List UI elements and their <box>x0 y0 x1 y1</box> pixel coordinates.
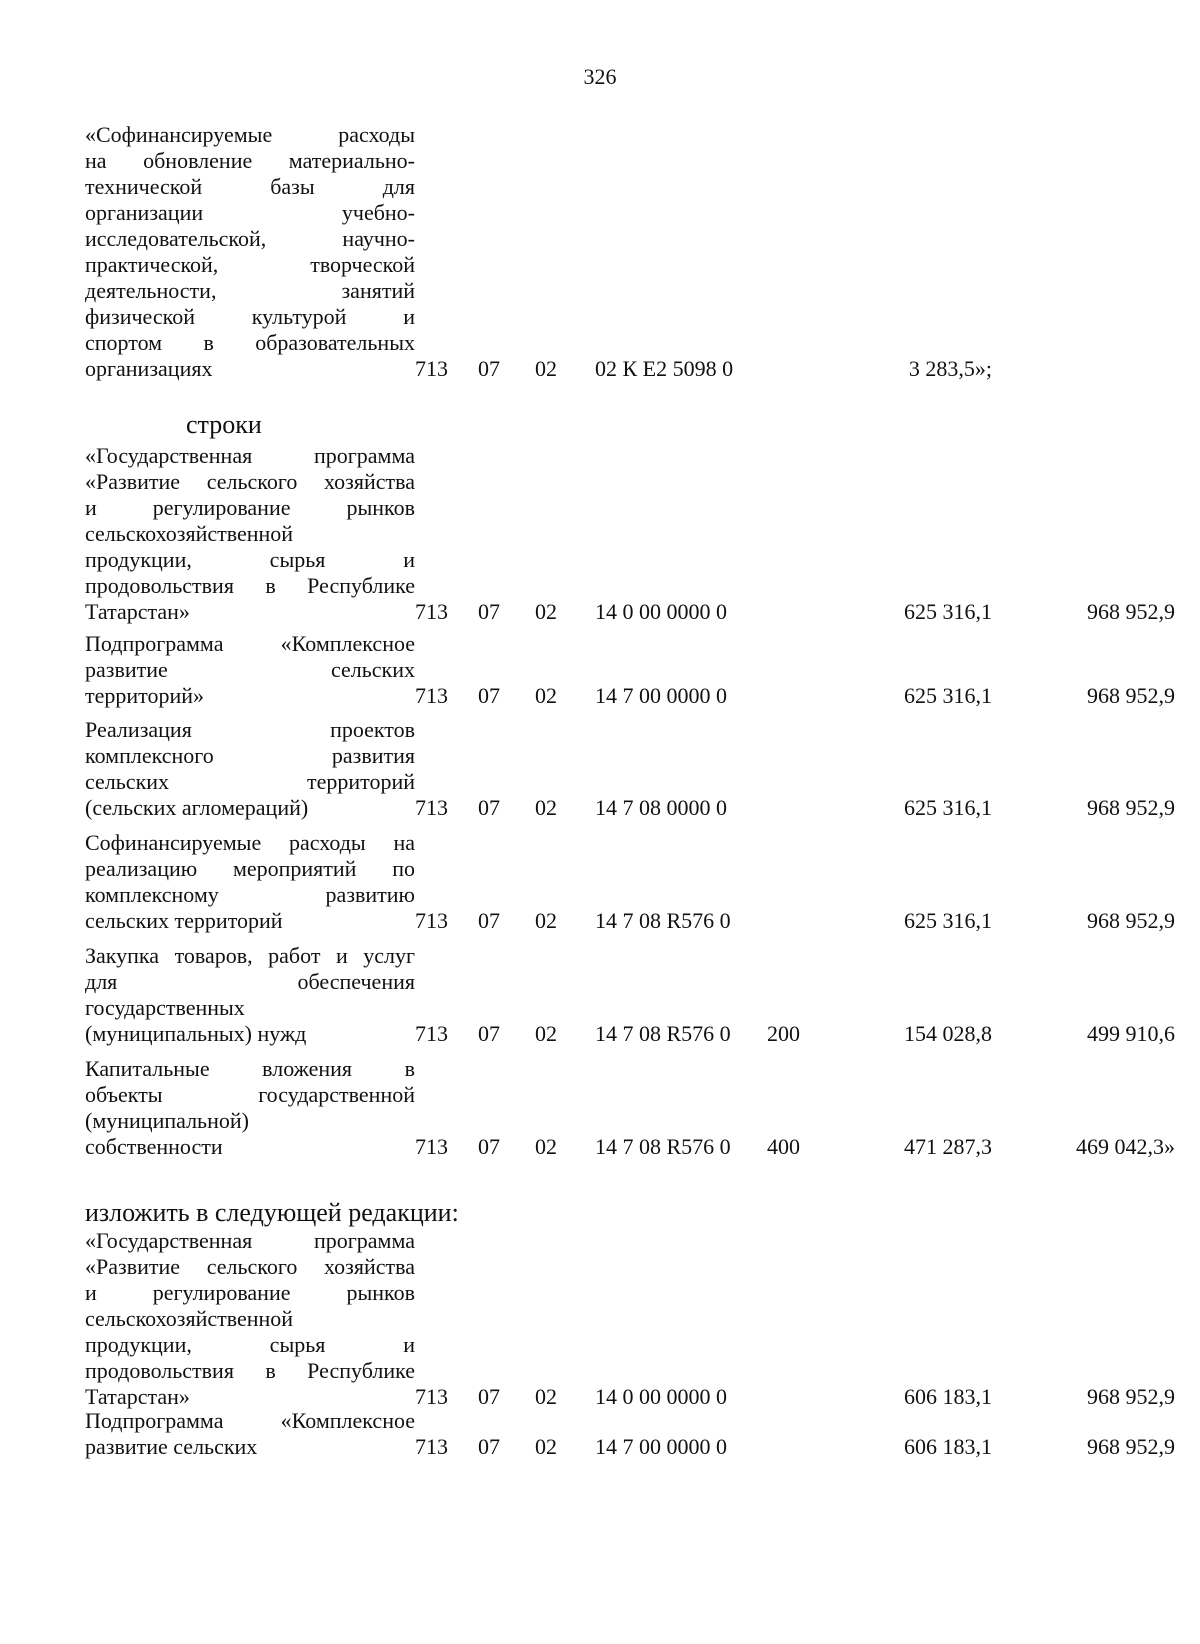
description-line: на обновление материально- <box>85 148 415 173</box>
description-line: «Государственная программа <box>85 443 415 468</box>
budget-row <box>85 943 1175 1047</box>
description-line: практической, творческой <box>85 252 415 277</box>
description-line: (муниципальных) нужд <box>85 1021 307 1046</box>
description-line: деятельности, занятий <box>85 278 415 303</box>
row-description <box>85 122 415 382</box>
row-codes <box>415 795 1175 821</box>
description-line: реализацию мероприятий по <box>85 856 415 881</box>
description-line: продовольствия в Республике <box>85 573 415 598</box>
row-codes <box>415 599 1175 625</box>
description-line: объекты государственной <box>85 1082 415 1107</box>
amount-year-1: 471 287,3 <box>904 1134 992 1159</box>
description-line: и регулирование рынков <box>85 495 415 520</box>
description-line: организации учебно- <box>85 200 415 225</box>
description-line: «Развитие сельского хозяйства <box>85 1254 415 1279</box>
target-article-code: 14 7 00 0000 0 <box>595 1434 727 1459</box>
description-line: продукции, сырья и <box>85 1332 415 1357</box>
amount-year-2: 968 952,9 <box>1087 908 1175 933</box>
description-line: сельских территорий <box>85 769 415 794</box>
section-code: 07 <box>478 1134 500 1159</box>
amount-year-2: 968 952,9 <box>1087 683 1175 708</box>
section-code: 07 <box>478 1021 500 1046</box>
description-line: для обеспечения <box>85 969 415 994</box>
row-codes <box>415 1134 1175 1160</box>
amount-year-2: 499 910,6 <box>1087 1021 1175 1046</box>
target-article-code: 14 7 00 0000 0 <box>595 683 727 708</box>
description-line: Подпрограмма «Комплексное <box>85 1408 415 1433</box>
target-article-code: 02 К Е2 5098 0 <box>595 356 734 381</box>
row-codes <box>415 908 1175 934</box>
description-line: «Софинансируемые расходы <box>85 122 415 147</box>
amount-year-1: 606 183,1 <box>904 1384 992 1409</box>
amount-year-2: 968 952,9 <box>1087 795 1175 820</box>
subsection-code: 02 <box>535 683 557 708</box>
description-line: развитие сельских <box>85 1434 258 1459</box>
section-code: 07 <box>478 599 500 624</box>
target-article-code: 14 7 08 0000 0 <box>595 795 727 820</box>
heading-replace: изложить в следующей редакции: <box>85 1198 459 1227</box>
budget-row <box>85 1228 1175 1410</box>
budget-row <box>85 122 1175 382</box>
budget-row <box>85 631 1175 709</box>
row-codes <box>415 356 1175 382</box>
expense-type-code: 200 <box>767 1021 800 1046</box>
description-line: Подпрограмма «Комплексное <box>85 631 415 656</box>
row-description <box>85 943 415 1047</box>
ministry-code: 713 <box>415 356 448 381</box>
section-code: 07 <box>478 1384 500 1409</box>
row-codes <box>415 683 1175 709</box>
amount-year-2: 968 952,9 <box>1087 1434 1175 1459</box>
description-line: исследовательской, научно- <box>85 226 415 251</box>
target-article-code: 14 7 08 R576 0 <box>595 908 731 933</box>
amount-year-2: 469 042,3» <box>1076 1134 1175 1159</box>
description-line: «Развитие сельского хозяйства <box>85 469 415 494</box>
description-line: собственности <box>85 1134 223 1159</box>
description-line: сельских территорий <box>85 908 283 933</box>
amount-year-1: 625 316,1 <box>904 795 992 820</box>
description-line: Татарстан» <box>85 599 190 624</box>
ministry-code: 713 <box>415 683 448 708</box>
description-line: организациях <box>85 356 213 381</box>
budget-row <box>85 1408 1175 1460</box>
row-codes <box>415 1021 1175 1047</box>
description-line: развитие сельских <box>85 657 415 682</box>
description-line: комплексного развития <box>85 743 415 768</box>
subsection-code: 02 <box>535 356 557 381</box>
ministry-code: 713 <box>415 1434 448 1459</box>
target-article-code: 14 0 00 0000 0 <box>595 599 727 624</box>
ministry-code: 713 <box>415 1134 448 1159</box>
section-code: 07 <box>478 908 500 933</box>
ministry-code: 713 <box>415 1384 448 1409</box>
description-line: Реализация проектов <box>85 717 415 742</box>
ministry-code: 713 <box>415 1021 448 1046</box>
row-codes <box>415 1384 1175 1410</box>
subsection-code: 02 <box>535 1434 557 1459</box>
heading-rows: строки <box>186 410 262 439</box>
ministry-code: 713 <box>415 599 448 624</box>
amount-year-1: 625 316,1 <box>904 683 992 708</box>
subsection-code: 02 <box>535 599 557 624</box>
description-line: продукции, сырья и <box>85 547 415 572</box>
page-number: 326 <box>583 64 617 89</box>
description-line: сельскохозяйственной <box>85 521 294 546</box>
budget-row <box>85 443 1175 625</box>
section-code: 07 <box>478 1434 500 1459</box>
amount-year-1: 3 283,5»; <box>908 356 992 381</box>
row-description <box>85 1228 415 1410</box>
section-code: 07 <box>478 356 500 381</box>
expense-type-code: 400 <box>767 1134 800 1159</box>
subsection-code: 02 <box>535 908 557 933</box>
budget-row <box>85 1056 1175 1160</box>
subsection-code: 02 <box>535 1134 557 1159</box>
ministry-code: 713 <box>415 795 448 820</box>
row-description <box>85 1056 415 1160</box>
description-line: территорий» <box>85 683 205 708</box>
subsection-code: 02 <box>535 795 557 820</box>
subsection-code: 02 <box>535 1384 557 1409</box>
description-line: (муниципальной) <box>85 1108 249 1133</box>
description-line: технической базы для <box>85 174 415 199</box>
amount-year-2: 968 952,9 <box>1087 1384 1175 1409</box>
description-line: «Государственная программа <box>85 1228 415 1253</box>
amount-year-2: 968 952,9 <box>1087 599 1175 624</box>
section-code: 07 <box>478 683 500 708</box>
target-article-code: 14 0 00 0000 0 <box>595 1384 727 1409</box>
section-code: 07 <box>478 795 500 820</box>
amount-year-1: 606 183,1 <box>904 1434 992 1459</box>
target-article-code: 14 7 08 R576 0 <box>595 1021 731 1046</box>
description-line: сельскохозяйственной <box>85 1306 294 1331</box>
description-line: Татарстан» <box>85 1384 190 1409</box>
description-line: государственных <box>85 995 245 1020</box>
description-line: Софинансируемые расходы на <box>85 830 415 855</box>
description-line: и регулирование рынков <box>85 1280 415 1305</box>
description-line: Закупка товаров, работ и услуг <box>85 943 415 968</box>
budget-row <box>85 830 1175 934</box>
row-description <box>85 1408 415 1460</box>
row-description <box>85 830 415 934</box>
amount-year-1: 625 316,1 <box>904 908 992 933</box>
description-line: комплексному развитию <box>85 882 415 907</box>
description-line: (сельских агломераций) <box>85 795 309 820</box>
budget-row <box>85 717 1175 821</box>
subsection-code: 02 <box>535 1021 557 1046</box>
description-line: спортом в образовательных <box>85 330 415 355</box>
row-codes <box>415 1434 1175 1460</box>
amount-year-1: 625 316,1 <box>904 599 992 624</box>
description-line: физической культурой и <box>85 304 415 329</box>
target-article-code: 14 7 08 R576 0 <box>595 1134 731 1159</box>
ministry-code: 713 <box>415 908 448 933</box>
amount-year-1: 154 028,8 <box>904 1021 992 1046</box>
description-line: Капитальные вложения в <box>85 1056 415 1081</box>
row-description <box>85 631 415 709</box>
row-description <box>85 717 415 821</box>
description-line: продовольствия в Республике <box>85 1358 415 1383</box>
row-description <box>85 443 415 625</box>
